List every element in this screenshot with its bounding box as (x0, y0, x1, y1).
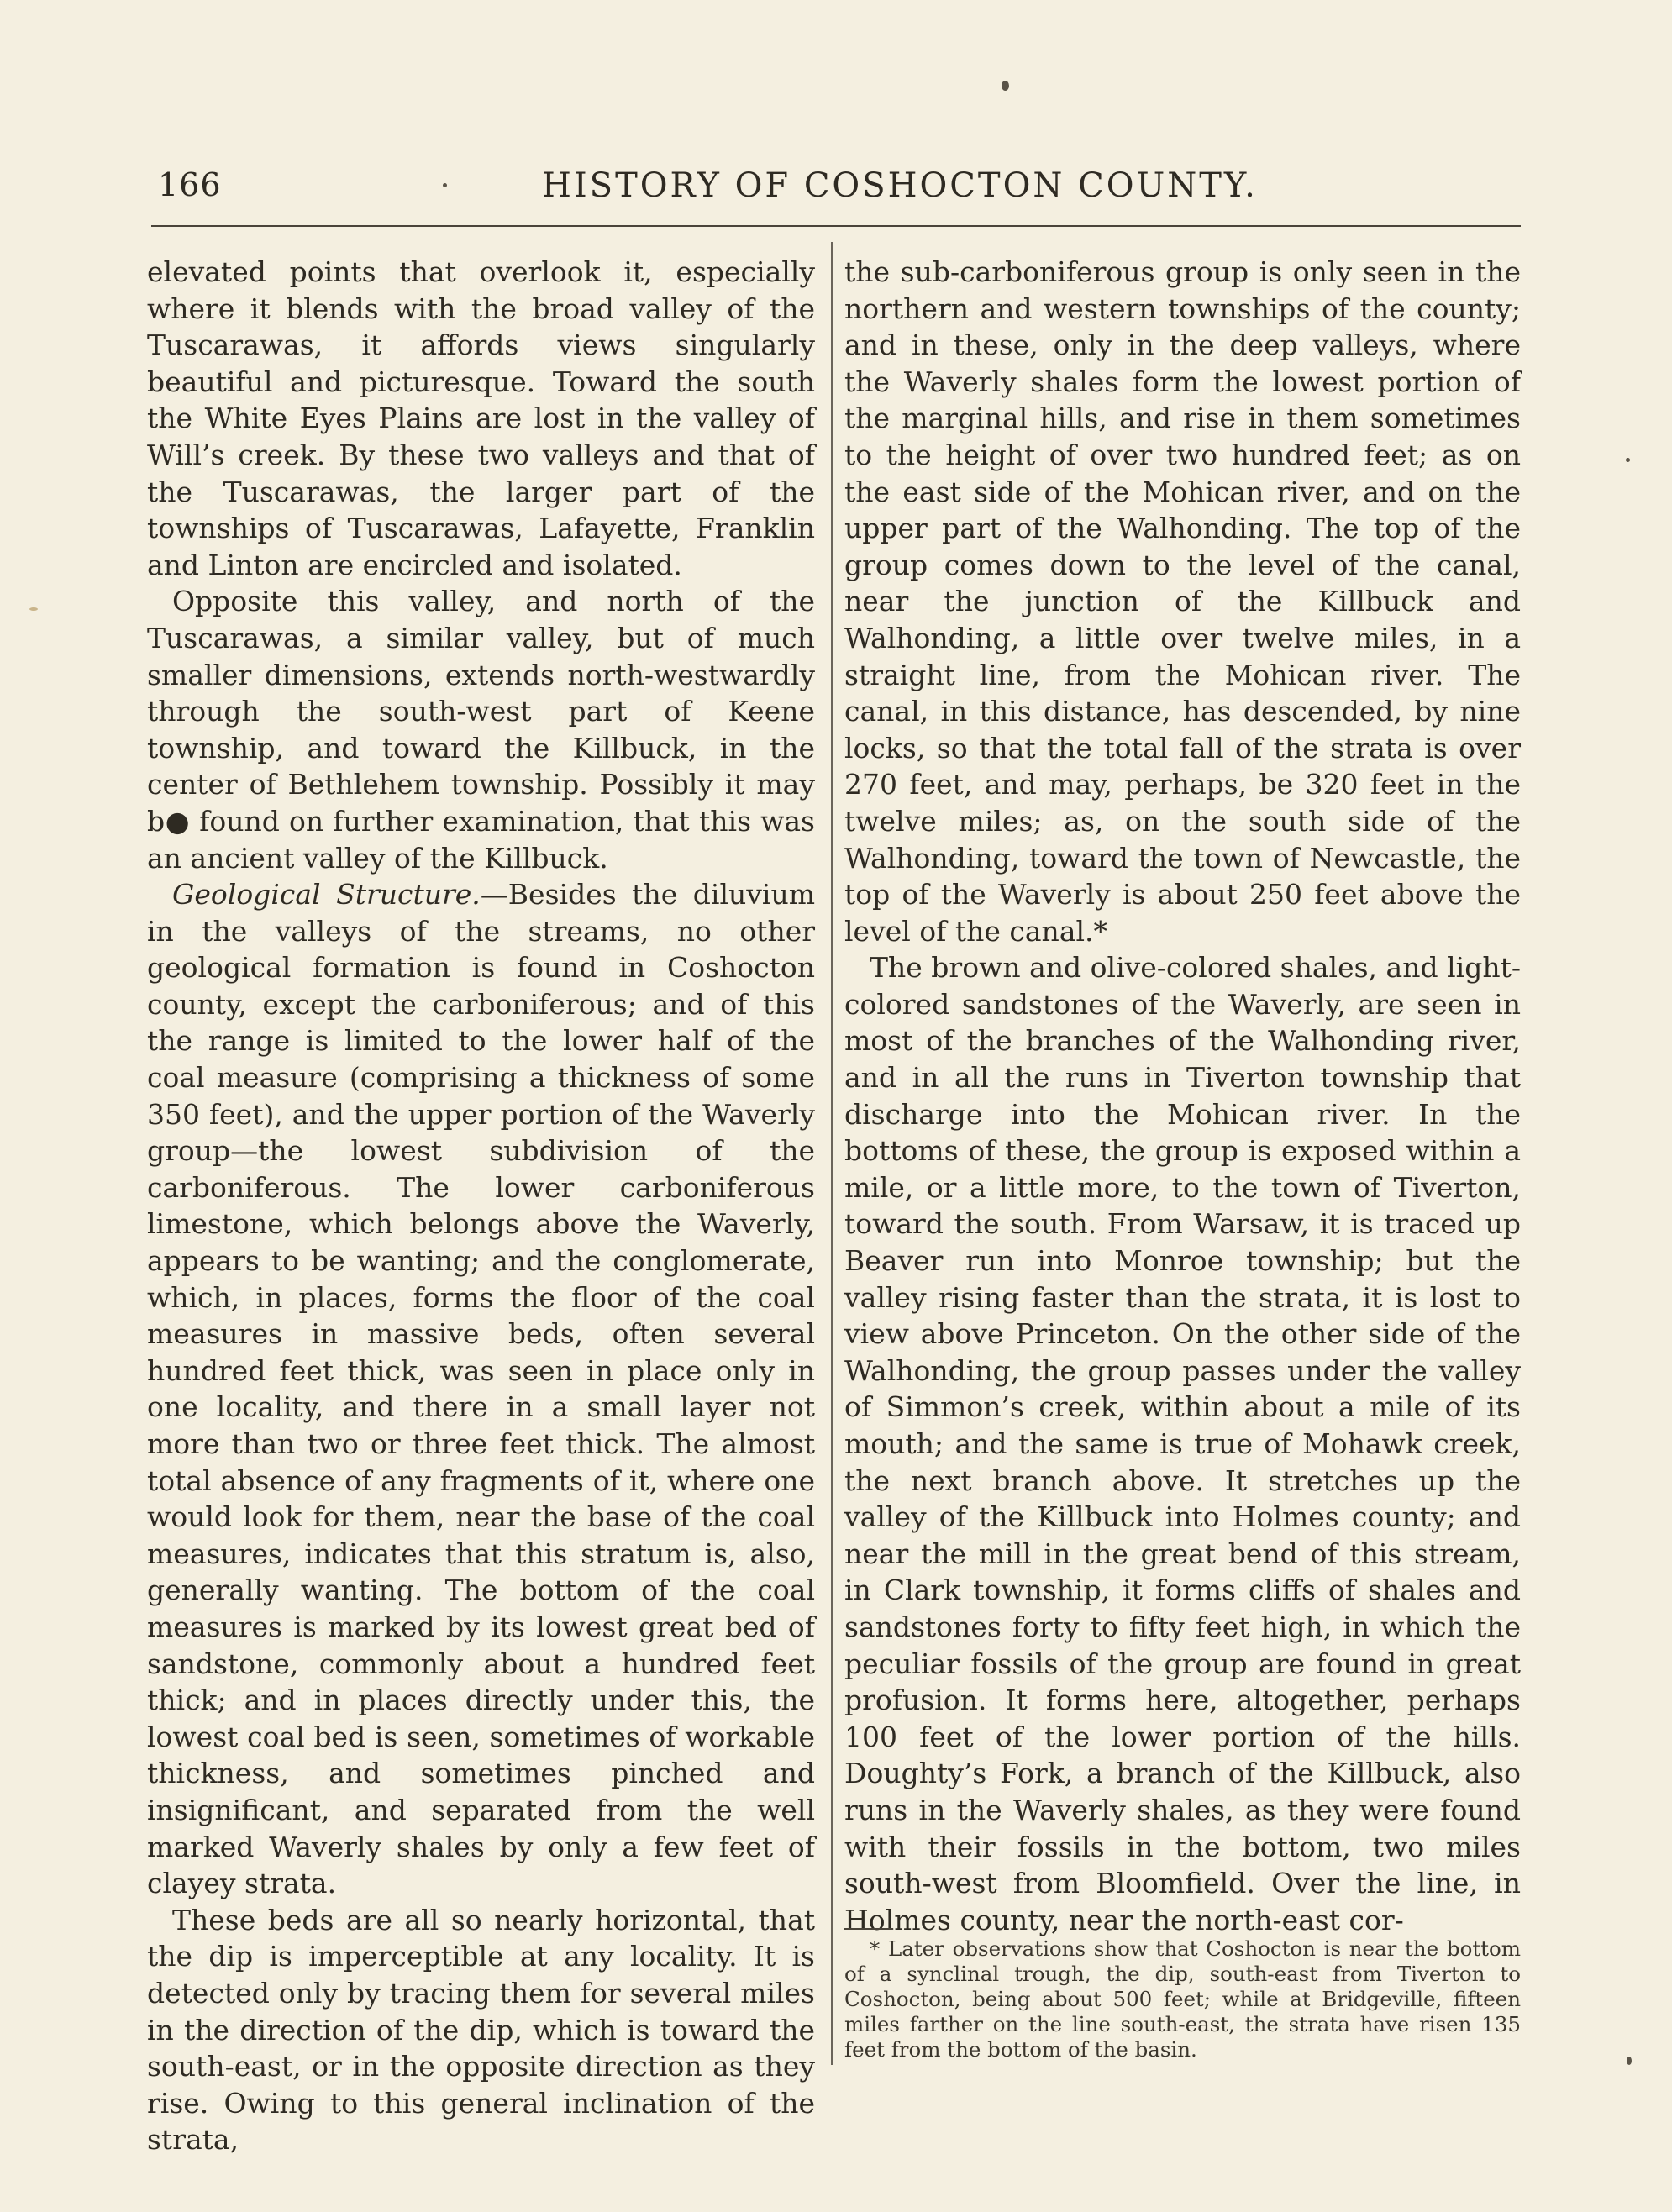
footnote: * Later observations show that Coshocton is near the bottom of a synclinal trough, the dip, south-east from Tiverton to Coshocton, being about 500 feet; while at Bridgeville, fifteen miles farther on the line south-east, the strata have risen 135 feet from the bottom of the basin. (844, 1936, 1521, 2062)
column-divider (831, 242, 833, 2065)
section-heading: Geological Structure. (172, 878, 481, 912)
paragraph-geological-structure (147, 876, 815, 1902)
page-header (0, 166, 1672, 217)
ink-speck (1626, 458, 1630, 462)
paragraph: These beds are all so nearly horizontal, that the dip is imperceptible at any locality. It is detected only by tracing them for several miles in the direction of the dip, which is toward the south-east, or in the opposite direction as they rise. Owing to this general inclination of the strata, (147, 1903, 815, 2157)
page-number: 166 (158, 166, 222, 203)
ink-speck (1627, 2057, 1632, 2065)
left-column (147, 254, 815, 2158)
running-title: HISTORY OF COSHOCTON COUNTY. (542, 166, 1258, 205)
ink-speck (29, 607, 38, 611)
ink-speck (1002, 81, 1009, 91)
paragraph: the sub-carboniferous group is only seen in the northern and western townships of the county; and in these, only in the deep valleys, where the Waverly shales form the lowest portion of the marginal hills, and rise in them sometimes to the height of over two hundred feet; as on the east side of the Mohican river, and on the upper part of the Walhonding. The top of the group comes down to the level of the canal, near the junction of the Killbuck and Walhonding, a little over twelve miles, in a straight line, from the Mohican river. The canal, in this distance, has descended, by nine locks, so that the total fall of the strata is over 270 feet, and may, perhaps, be 320 feet in the twelve miles; as, on the south side of the Walhonding, toward the town of Newcastle, the top of the Waverly is about 250 feet above the level of the canal.* (844, 255, 1521, 948)
paragraph: The brown and olive-colored shales, and light-colored sandstones of the Waverly, are seen in most of the branches of the Walhonding river, and in all the runs in Tiverton township that discharge into the Mohican river. In the bottoms of these, the group is exposed within a mile, or a little more, to the town of Tiverton, toward the south. From Warsaw, it is traced up Beaver run into Monroe township; but the valley rising faster than the strata, it is lost to view above Princeton. On the other side of the Walhonding, the group passes under the valley of Simmon’s creek, within about a mile of its mouth; and the same is true of Mohawk creek, the next branch above. It stretches up the valley of the Killbuck into Holmes county; and near the mill in the great bend of this stream, in Clark township, it forms cliffs of shales and sandstones forty to fifty feet high, in which the peculiar fossils of the group are found in great profusion. It forms here, altogether, perhaps 100 feet of the lower portion of the hills. Doughty’s Fork, a branch of the Killbuck, also runs in the Waverly shales, as they were found with their fossils in the bottom, two miles south-west from Bloomfield. Over the line, in Holmes county, near the north-east cor- (844, 951, 1521, 1936)
paragraph-text: —Besides the diluvium in the valleys of the streams, no other geological formation is found in Coshocton county, except the carboniferous; and of this the range is limited to the lower half of the coal measure (comprising a thickness of some 350 feet), and the upper portion of the Waverly group—the lowest subdivision of the carboniferous. The lower carboniferous limestone, which belongs above the Waverly, appears to be wanting; and the conglomerate, which, in places, forms the floor of the coal measures in massive beds, often several hundred feet thick, was seen in place only in one locality, and there in a small layer not more than two or three feet thick. The almost total absence of any fragments of it, where one would look for them, near the base of the coal measures, indicates that this stratum is, also, generally wanting. The bottom of the coal measures is marked by its lowest great bed of sandstone, commonly about a hundred feet thick; and in places directly under this, the lowest coal bed is seen, sometimes of workable thickness, and sometimes pinched and insignificant, and separated from the well marked Waverly shales by only a few feet of clayey strata. (147, 878, 815, 1900)
paragraph: elevated points that overlook it, especially where it blends with the broad valley of the Tuscarawas, it affords views singularly beautiful and picturesque. Toward the south the White Eyes Plains are lost in the valley of Will’s creek. By these two valleys and that of the Tuscarawas, the larger part of the townships of Tuscarawas, Lafayette, Franklin and Linton are encircled and isolated. (147, 255, 815, 581)
paragraph: Opposite this valley, and north of the Tuscarawas, a similar valley, but of much smaller dimensions, extends north-westwardly through the south-west part of Keene township, and toward the Killbuck, in the center of Bethlehem township. Possibly it may b● found on further examination, that this was an ancient valley of the Killbuck. (147, 585, 815, 875)
right-column (844, 254, 1521, 1938)
header-rule (151, 225, 1521, 227)
footnote-rule (844, 1928, 893, 1930)
